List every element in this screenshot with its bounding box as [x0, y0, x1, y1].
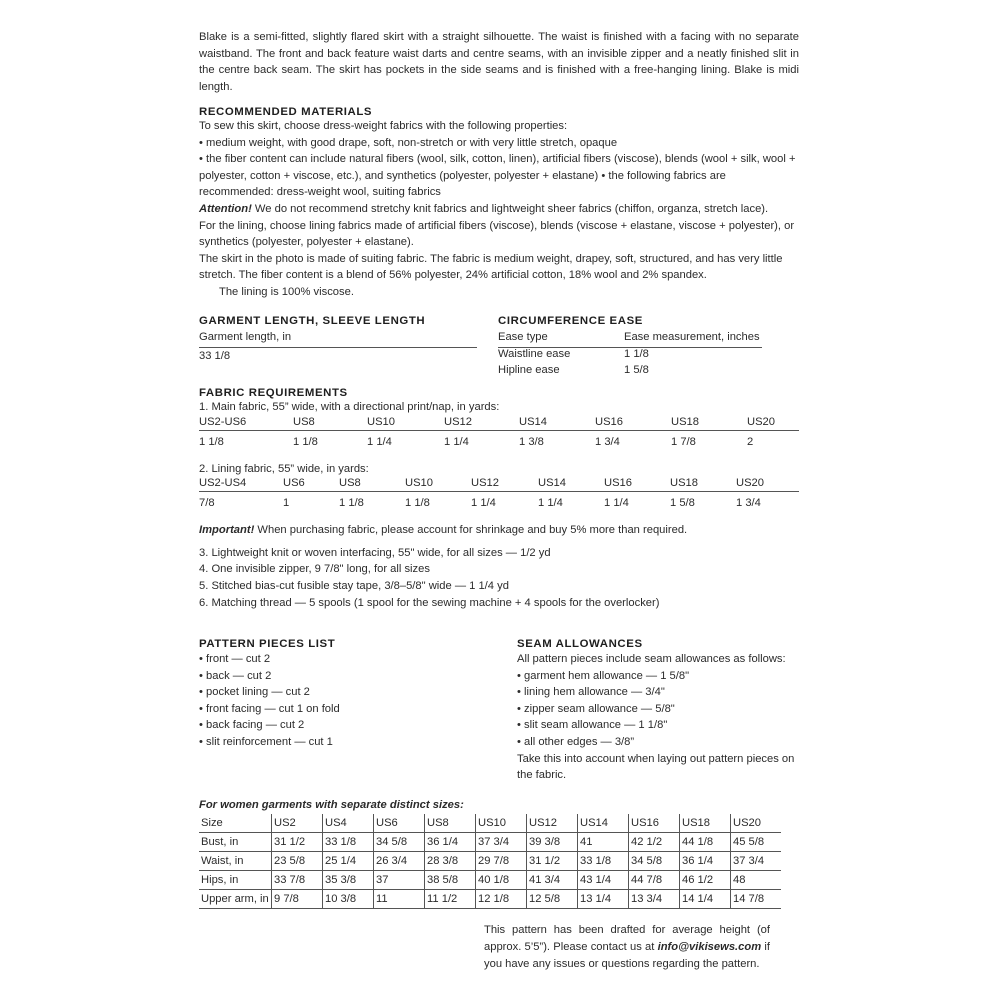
size-chart-row: [199, 833, 781, 852]
measure-cell: 37 3/4: [476, 833, 527, 852]
intro-paragraph: Blake is a semi-fitted, slightly flared skirt with a straight silhouette. The waist is finished with a facing with no separate waistband. The front and back feature waist darts and centre seams, with an invisible zipper and a neatly finished slit in the centre back seam. The skirt has pockets in the side seams and is finished with a free-hanging lining. Blake is midi length.: [199, 31, 799, 93]
footer-text: This pattern has been drafted for average height (of approx. 5’5”). Please contact us at: [484, 924, 770, 953]
size-col: US18: [670, 477, 736, 492]
size-col: US14: [538, 477, 604, 492]
materials-section: [199, 106, 799, 301]
measure-label: Hips, in: [199, 871, 272, 890]
yardage-cell: 1 1/8: [293, 435, 318, 448]
yardage-cell: 1 1/8: [405, 497, 430, 510]
size-header-cell: US20: [731, 814, 782, 833]
lining-fabric-table: [199, 477, 799, 509]
size-header-cell: US10: [476, 814, 527, 833]
ease-section: [498, 315, 798, 380]
measure-cell: 11: [374, 890, 425, 909]
measure-cell: 28 3/8: [425, 852, 476, 871]
measure-label: Bust, in: [199, 833, 272, 852]
measure-cell: 26 3/4: [374, 852, 425, 871]
contact-email-link[interactable]: info@vikisews.com: [657, 941, 762, 953]
measure-cell: 35 3/8: [323, 871, 374, 890]
seam-item: • zipper seam allowance — 5/8": [517, 701, 800, 718]
size-col: US2-US4: [199, 477, 283, 492]
piece-item: • slit reinforcement — cut 1: [199, 734, 479, 751]
size-header-cell: US18: [680, 814, 731, 833]
measure-cell: 42 1/2: [629, 833, 680, 852]
ease-value: 1 5/8: [624, 364, 649, 376]
size-header-cell: US16: [629, 814, 680, 833]
measure-cell: 44 7/8: [629, 871, 680, 890]
size-header-cell: US6: [374, 814, 425, 833]
measure-cell: 12 1/8: [476, 890, 527, 909]
measure-cell: 29 7/8: [476, 852, 527, 871]
measure-cell: 12 5/8: [527, 890, 578, 909]
measure-cell: 25 1/4: [323, 852, 374, 871]
ease-type-col: Ease type: [498, 331, 624, 348]
important-note: [199, 522, 799, 539]
size-col: US8: [339, 477, 405, 492]
size-chart-header-row: [199, 814, 781, 833]
measure-cell: 33 1/8: [323, 833, 374, 852]
seam-item: • garment hem allowance — 1 5/8": [517, 668, 800, 685]
piece-item: • back facing — cut 2: [199, 717, 479, 734]
measure-cell: 38 5/8: [425, 871, 476, 890]
size-header-cell: US2: [272, 814, 323, 833]
footer-note: [484, 922, 770, 973]
seam-lead: All pattern pieces include seam allowances as follows:: [517, 653, 786, 665]
lining-fabric-label: 2. Lining fabric, 55” wide, in yards:: [199, 462, 369, 475]
piece-item: • front facing — cut 1 on fold: [199, 701, 479, 718]
size-col: US20: [747, 416, 799, 431]
size-col: US16: [595, 416, 671, 431]
attention-text: We do not recommend stretchy knit fabrics and lightweight sheer fabrics (chiffon, organza, stretch lace).: [251, 202, 769, 215]
measure-cell: 44 1/8: [680, 833, 731, 852]
measure-cell: 14 7/8: [731, 890, 782, 909]
pattern-pieces-heading: PATTERN PIECES LIST: [199, 638, 336, 650]
measure-cell: 33 1/8: [578, 852, 629, 871]
size-col: US14: [519, 416, 595, 431]
measure-cell: 34 5/8: [629, 852, 680, 871]
ease-type: Waistline ease: [498, 348, 571, 360]
size-chart-section: [199, 799, 781, 909]
measure-cell: 41 3/4: [527, 871, 578, 890]
notion-item: 3. Lightweight knit or woven interfacing, 55" wide, for all sizes — 1/2 yd: [199, 546, 551, 559]
measure-cell: 13 1/4: [578, 890, 629, 909]
size-col: US10: [367, 416, 444, 431]
yardage-cell: 1 7/8: [671, 435, 696, 448]
footer-text: if you have any issues or questions regarding the pattern.: [484, 941, 770, 970]
measure-cell: 45 5/8: [731, 833, 782, 852]
piece-item: • pocket lining — cut 2: [199, 684, 479, 701]
measure-cell: 13 3/4: [629, 890, 680, 909]
ease-table: [498, 331, 762, 380]
lining-content: The lining is 100% viscose.: [219, 285, 354, 298]
measure-cell: 31 1/2: [272, 833, 323, 852]
size-col: US10: [405, 477, 471, 492]
yardage-cell: 1 5/8: [670, 497, 695, 510]
yardage-cell: 1 1/4: [444, 435, 469, 448]
garment-length-col: Garment length, in: [199, 331, 477, 348]
size-col: US16: [604, 477, 670, 492]
yardage-cell: 1 3/4: [736, 497, 761, 510]
size-header-cell: US12: [527, 814, 578, 833]
measure-cell: 40 1/8: [476, 871, 527, 890]
ease-measure-col: Ease measurement, inches: [624, 331, 762, 348]
ease-heading: CIRCUMFERENCE EASE: [498, 315, 643, 327]
materials-heading: RECOMMENDED MATERIALS: [199, 106, 373, 118]
yardage-cell: 1: [283, 497, 290, 510]
measure-label: Upper arm, in: [199, 890, 272, 909]
lining-paragraph: For the lining, choose lining fabrics made of artificial fibers (viscose), blends (viscose + elastane, viscose + polyester), or synthetics (polyester, polyester + elastane).: [199, 219, 795, 249]
fabric-heading: FABRIC REQUIREMENTS: [199, 387, 348, 399]
measure-cell: 33 7/8: [272, 871, 323, 890]
seam-allowances-heading: SEAM ALLOWANCES: [517, 638, 643, 650]
measure-cell: 36 1/4: [425, 833, 476, 852]
measure-cell: 14 1/4: [680, 890, 731, 909]
size-col: US20: [736, 477, 799, 492]
measure-label: Waist, in: [199, 852, 272, 871]
size-chart-row: [199, 871, 781, 890]
main-fabric-label: 1. Main fabric, 55” wide, with a directional print/nap, in yards:: [199, 401, 500, 413]
measure-cell: 37: [374, 871, 425, 890]
size-col: US2-US6: [199, 416, 293, 431]
size-chart-title: For women garments with separate distinct sizes:: [199, 799, 464, 811]
measure-cell: 11 1/2: [425, 890, 476, 909]
piece-item: • back — cut 2: [199, 668, 479, 685]
notion-item: 5. Stitched bias-cut fusible stay tape, 3/8–5/8" wide — 1 1/4 yd: [199, 579, 509, 592]
measure-cell: 36 1/4: [680, 852, 731, 871]
important-label: Important!: [199, 524, 255, 537]
size-header-cell: Size: [199, 814, 272, 833]
yardage-cell: 1 3/4: [595, 435, 620, 448]
yardage-cell: 1 1/4: [367, 435, 392, 448]
seam-note: Take this into account when laying out pattern pieces on the fabric.: [517, 752, 795, 782]
size-col: US12: [471, 477, 538, 492]
materials-bullets: [199, 135, 799, 201]
garment-length-value: 33 1/8: [199, 350, 231, 362]
pattern-pieces-list: [199, 651, 479, 751]
measure-cell: 46 1/2: [680, 871, 731, 890]
seam-item: • lining hem allowance — 3/4": [517, 684, 800, 701]
size-header-cell: US4: [323, 814, 374, 833]
yardage-cell: 1 1/4: [604, 497, 629, 510]
seam-item: • slit seam allowance — 1 1/8": [517, 717, 800, 734]
size-col: US12: [444, 416, 519, 431]
yardage-cell: 1 3/8: [519, 435, 544, 448]
pattern-pieces-section: [199, 638, 479, 751]
yardage-cell: 1 1/4: [538, 497, 563, 510]
ease-value: 1 1/8: [624, 348, 649, 360]
measure-cell: 43 1/4: [578, 871, 629, 890]
attention-label: Attention!: [199, 202, 252, 215]
measure-cell: 31 1/2: [527, 852, 578, 871]
yardage-cell: 1 1/8: [199, 435, 224, 448]
size-chart-table: [199, 814, 781, 909]
important-text: When purchasing fabric, please account for shrinkage and buy 5% more than required.: [254, 524, 688, 537]
measure-cell: 48: [731, 871, 782, 890]
seam-item: • all other edges — 3/8”: [517, 734, 800, 751]
measure-cell: 23 5/8: [272, 852, 323, 871]
measure-cell: 41: [578, 833, 629, 852]
size-header-cell: US8: [425, 814, 476, 833]
measure-cell: 34 5/8: [374, 833, 425, 852]
garment-length-table: [199, 331, 477, 366]
yardage-cell: 2: [747, 435, 754, 448]
size-col: US18: [671, 416, 747, 431]
measure-cell: 9 7/8: [272, 890, 323, 909]
size-header-cell: US14: [578, 814, 629, 833]
size-col: US6: [283, 477, 339, 492]
materials-bullet: • the fiber content can include natural fibers (wool, silk, cotton, linen), artificial fibers (viscose), blends (wool + silk, wool + polyester, cotton + viscose, etc.), and synthetics (polyester, polyester + elastane) • the following fabrics are recommended: dress-weight wool, suiting fabrics: [199, 151, 799, 201]
yardage-cell: 1 1/8: [339, 497, 364, 510]
garment-length-section: [199, 315, 477, 366]
notion-item: 4. One invisible zipper, 9 7/8" long, for all sizes: [199, 563, 430, 576]
materials-bullet: • medium weight, with good drape, soft, non-stretch or with very little stretch, opaque: [199, 135, 799, 152]
notion-item: 6. Matching thread — 5 spools (1 spool for the sewing machine + 4 spools for the overlocker): [199, 596, 660, 609]
materials-lead: To sew this skirt, choose dress-weight fabrics with the following properties:: [199, 120, 568, 132]
measure-cell: 37 3/4: [731, 852, 782, 871]
yardage-cell: 1 1/4: [471, 497, 496, 510]
size-chart-row: [199, 852, 781, 871]
ease-type: Hipline ease: [498, 364, 560, 376]
piece-item: • front — cut 2: [199, 651, 479, 668]
attention-note: [199, 201, 799, 218]
size-chart-row: [199, 890, 781, 909]
fabric-section: [199, 387, 799, 611]
measure-cell: 10 3/8: [323, 890, 374, 909]
seam-allowances-section: [517, 638, 800, 784]
photo-fabric-paragraph: The skirt in the photo is made of suiting fabric. The fabric is medium weight, drapey, soft, structured, and has very little stretch. The fiber content is a blend of 56% polyester, 24% artificial cotton, 18% wool and 2% spandex.: [199, 252, 783, 282]
size-col: US8: [293, 416, 367, 431]
garment-length-heading: GARMENT LENGTH, SLEEVE LENGTH: [199, 315, 426, 327]
yardage-cell: 7/8: [199, 497, 215, 510]
measure-cell: 39 3/8: [527, 833, 578, 852]
notions-list: [199, 545, 799, 611]
seam-list: [517, 668, 800, 751]
main-fabric-table: [199, 416, 799, 448]
